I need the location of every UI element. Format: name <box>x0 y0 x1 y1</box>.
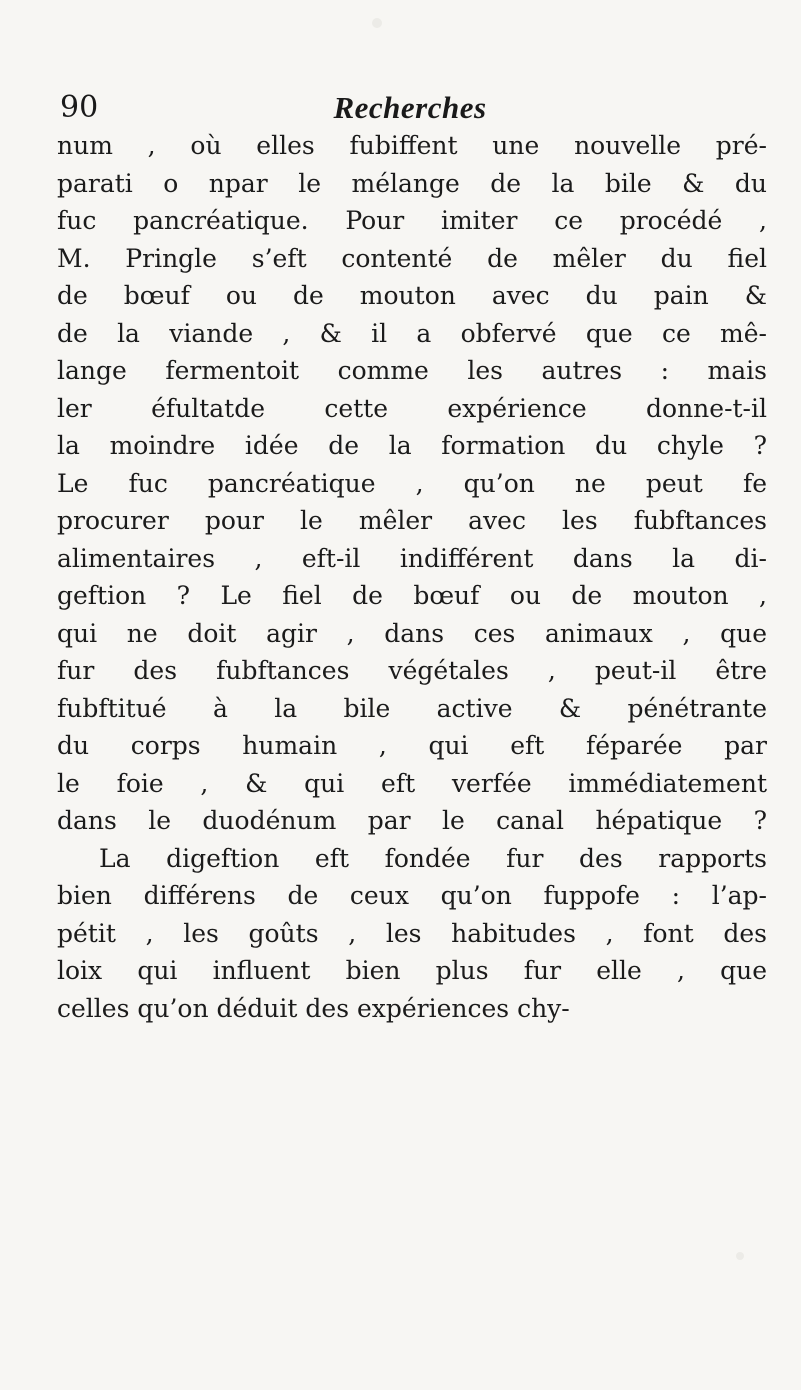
text-line: de la viande , & il a obfervé que ce mê- <box>57 318 767 348</box>
text-line: loix qui influent bien plus fur elle , que <box>57 956 767 985</box>
text-line: ler éfultatde cette expérience donne-t-il <box>57 393 767 423</box>
text-line: parati o npar le mélange de la bile & du <box>57 168 767 198</box>
text-line: dans le duodénum par le canal hépatique ? <box>57 806 767 835</box>
body-text <box>57 127 767 1027</box>
text-line: fubftitué à la bile active & pénétrante <box>57 693 767 723</box>
paper-stain <box>736 1252 744 1260</box>
page-number: 90 <box>60 90 99 125</box>
text-line: lange fermentoit comme les autres : mais <box>57 356 767 385</box>
text-line: fuc pancréatique. Pour imiter ce procédé , <box>57 206 767 235</box>
text-line: num , où elles fubiffent une nouvelle pré- <box>57 131 767 160</box>
text-line: la moindre idée de la formation du chyle ? <box>57 431 767 460</box>
text-line: M. Pringle s’eft contenté de mêler du fiel <box>57 243 767 273</box>
text-line: qui ne doit agir , dans ces animaux , que <box>57 618 767 648</box>
text-line-paragraph-start: La digeftion eft fondée fur des rapports <box>99 843 767 873</box>
text-line: du corps humain , qui eft féparée par <box>57 731 767 760</box>
text-line: celles qu’on déduit des expériences chy- <box>57 993 570 1023</box>
page-header <box>60 88 760 128</box>
text-line: alimentaires , eft-il indifférent dans la di- <box>57 543 767 573</box>
paper-stain <box>372 18 382 28</box>
text-line: bien différens de ceux qu’on fuppofe : l’ap- <box>57 881 767 910</box>
text-line: fur des fubftances végétales , peut-il être <box>57 656 767 685</box>
text-line: geftion ? Le fiel de bœuf ou de mouton , <box>57 581 767 610</box>
text-line: pétit , les goûts , les habitudes , font des <box>57 918 767 948</box>
text-line: de bœuf ou de mouton avec du pain & <box>57 281 767 310</box>
running-title: Recherches <box>333 90 487 125</box>
text-line: le foie , & qui eft verfée immédiatement <box>57 768 767 798</box>
text-line: procurer pour le mêler avec les fubftances <box>57 506 767 535</box>
text-line: Le fuc pancréatique , qu’on ne peut fe <box>57 468 767 498</box>
